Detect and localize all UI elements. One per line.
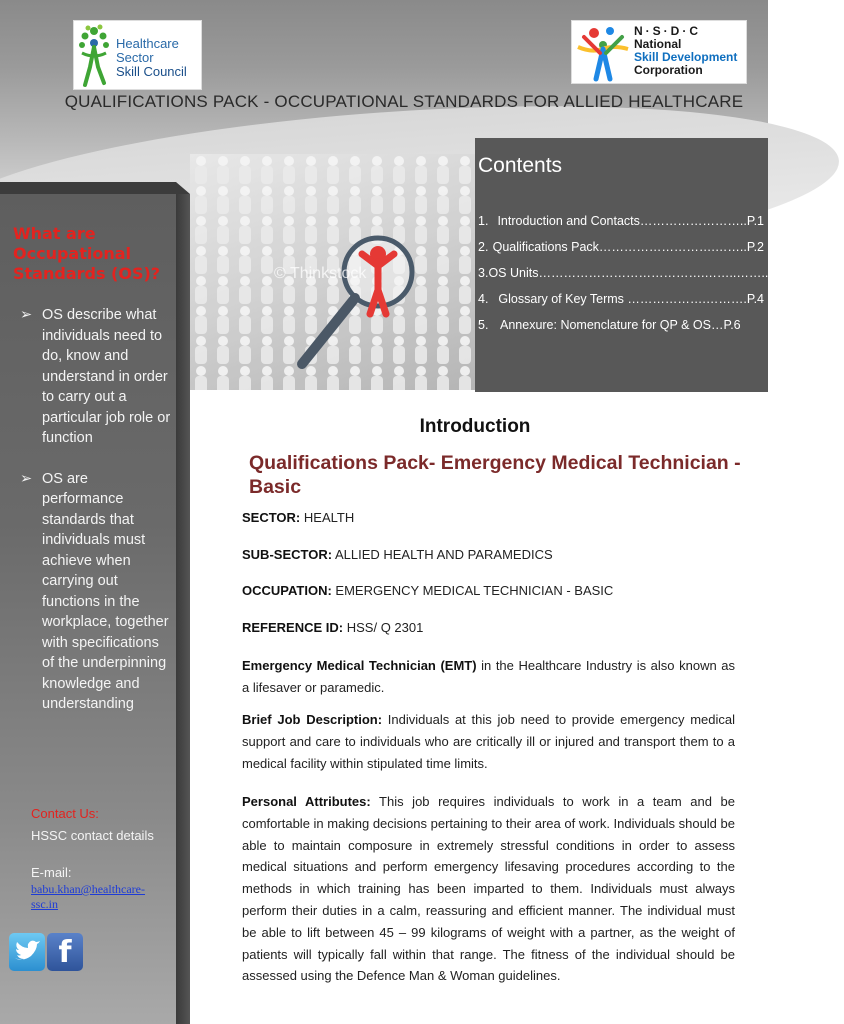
reference-id-field — [242, 620, 423, 635]
bullet-arrow-icon: ➢ — [20, 307, 33, 323]
contents-item-number: 2. — [478, 240, 489, 254]
brief-job-text: Individuals at this job need to provide emergency medical support and care to individuals who are critically ill or injured and transport them to a medical facility within stipulated time limits. — [242, 712, 736, 771]
contents-item-text: Glossary of Key Terms ……………….……….P.4 — [498, 292, 764, 306]
contents-item-number: 4. — [478, 292, 489, 306]
contents-item-number: 3. — [478, 266, 489, 280]
contents-panel — [475, 138, 786, 392]
twitter-button[interactable] — [9, 933, 45, 971]
hero-image — [190, 154, 475, 390]
contents-item-text: OS Units………………………………….……..……..P.8 — [488, 266, 786, 280]
facebook-icon: f — [58, 934, 72, 970]
hssc-line-2: Sector — [116, 50, 154, 65]
occupation-value: EMERGENCY MEDICAL TECHNICIAN - BASIC — [335, 583, 614, 598]
bullet-arrow-icon: ➢ — [20, 470, 33, 487]
pack-title: QUALIFICATIONS PACK - OCCUPATIONAL STANDARDS FOR ALLIED HEALTHCARE — [64, 92, 744, 111]
nsdc-abbr: N·S·D·C — [634, 24, 701, 38]
hssc-line-3: Skill Council — [116, 64, 187, 79]
emt-bold: Emergency Medical Technician (EMT) — [242, 658, 477, 673]
os-heading: What are Occupational Standards (OS)? — [13, 224, 161, 283]
brief-job-paragraph — [242, 709, 735, 774]
contents-item-text: Qualifications Pack……………………….……..P.2 — [492, 240, 764, 254]
occupation-field — [242, 583, 613, 598]
os-bullet-text: OS describe what individuals need to do, know and understand in order to carry out a particular job role or function — [42, 307, 171, 446]
occupation-label: OCCUPATION: — [242, 583, 332, 598]
os-bullet-list — [20, 305, 172, 735]
reference-id-label: REFERENCE ID: — [242, 620, 344, 635]
hssc-line-1: Healthcare — [116, 36, 179, 51]
contact-details: HSSC contact details — [31, 828, 154, 843]
sector-value: HEALTH — [303, 510, 355, 525]
sector-label: SECTOR: — [242, 510, 301, 525]
sector-field — [242, 510, 354, 525]
email-label: E-mail: — [31, 865, 72, 880]
os-bullet-item — [20, 469, 172, 715]
nsdc-line-3: Corporation — [634, 63, 703, 77]
nsdc-line-2: Skill Development — [634, 50, 738, 64]
os-bullet-item — [20, 305, 172, 449]
personal-attributes-label: Personal Attributes: — [242, 794, 371, 809]
contents-item-text: Introduction and Contacts……………………..P.1 — [497, 214, 764, 228]
brief-job-label: Brief Job Description: — [242, 712, 383, 727]
hssc-logo — [73, 20, 202, 90]
nsdc-logo-icon — [574, 23, 632, 83]
contact-heading: Contact Us: — [31, 806, 99, 821]
subsector-value: ALLIED HEALTH AND PARAMEDICS — [334, 547, 553, 562]
contents-title: Contents — [478, 154, 563, 177]
contents-item[interactable] — [478, 214, 764, 229]
social-links — [9, 933, 83, 971]
contents-item[interactable] — [478, 240, 764, 255]
personal-attributes-text: This job requires individuals to work in a team and be comfortable in making decisions pertaining to their area of work. Individuals should be able to maintain composure in extremely stressful conditions in order to assess medical situations and perform emergency lifesaving procedures according to the methods in which training has been imparted to them. Individuals must always perform their duties in a calm, reassuring and efficient manner. The individual must be able to lift between 45 – 99 kilograms of weight with a partner, as the weight of patients will typically fall within that range. The fitness of the individual should be assessed using the Defence Man & Woman guidelines. — [242, 794, 735, 984]
hssc-logo-icon — [76, 23, 116, 89]
twitter-icon — [13, 940, 41, 964]
contents-item[interactable] — [478, 292, 764, 307]
os-bullet-text: OS are performance standards that individuals must achieve when carrying out functions in the workplace, together with specifications of the underpinning knowledge and understanding — [42, 470, 169, 712]
reference-id-value: HSS/ Q 2301 — [346, 620, 424, 635]
intro-title: Introduction — [419, 416, 531, 437]
contents-item-text: Annexure: Nomenclature for QP & OS…P.6 — [500, 318, 741, 332]
emt-paragraph — [242, 655, 735, 699]
contents-item-number: 1. — [478, 214, 489, 228]
facebook-button[interactable] — [47, 933, 83, 971]
emt-text: in the Healthcare Industry is also known as a lifesaver or paramedic. — [242, 658, 735, 695]
crowd-illustration — [190, 154, 475, 390]
nsdc-logo-text — [634, 25, 737, 77]
nsdc-logo — [571, 20, 747, 84]
nsdc-line-1: National — [634, 37, 682, 51]
qp-title: Qualifications Pack- Emergency Medical Technician - Basic — [249, 452, 741, 498]
contents-item[interactable] — [478, 318, 764, 333]
sidebar-bevel — [0, 182, 190, 194]
subsector-label: SUB-SECTOR: — [242, 547, 333, 562]
hssc-logo-text — [116, 37, 187, 79]
subsector-field — [242, 547, 553, 562]
sidebar-edge — [176, 194, 190, 1024]
contents-item-number: 5. — [478, 318, 489, 332]
personal-attributes-paragraph — [242, 791, 735, 987]
contents-list — [478, 214, 786, 344]
watermark: © Thinkstock — [274, 265, 367, 282]
contents-item[interactable] — [478, 266, 786, 281]
email-link[interactable]: babu.khan@healthcare-ssc.in — [31, 882, 145, 911]
